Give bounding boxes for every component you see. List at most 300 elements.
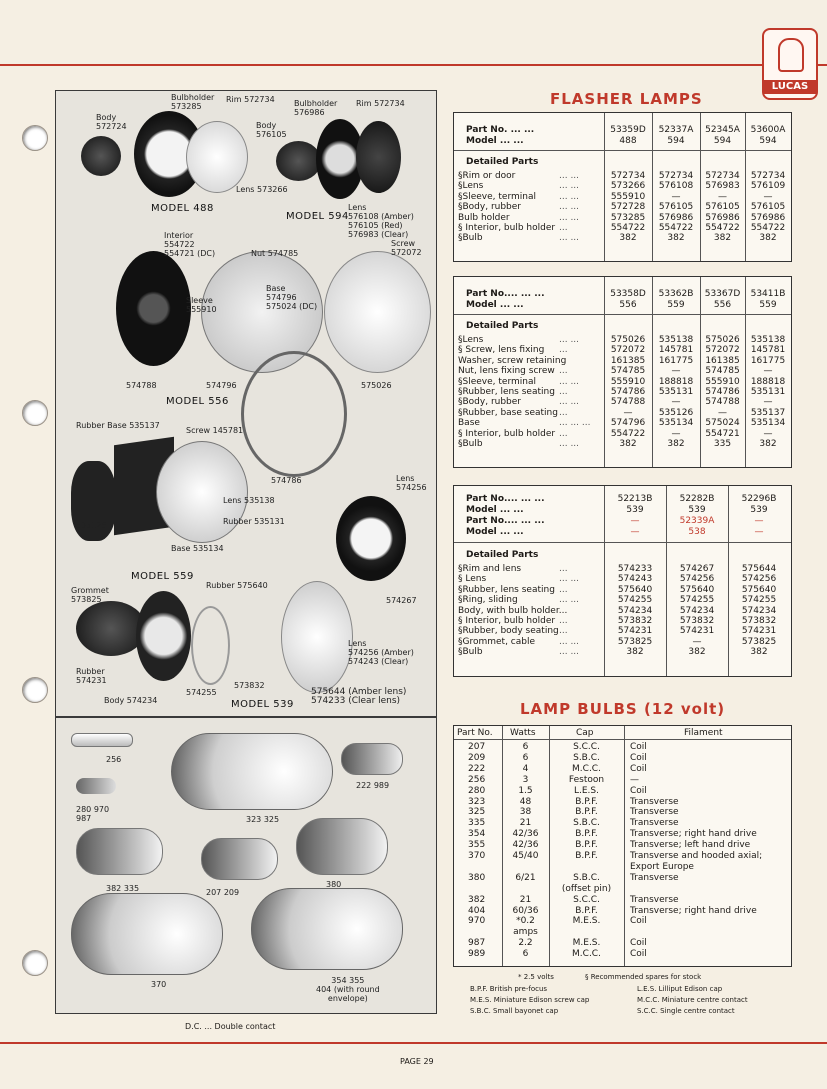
bulb-380 xyxy=(296,818,388,875)
bulb-part-no: 354 xyxy=(468,829,486,840)
part-value-cell: 574234 xyxy=(617,605,653,616)
detailed-parts-heading: Detailed Parts xyxy=(466,550,539,560)
part-value-cell: 161385 xyxy=(610,355,646,366)
part-value-cell: 572734 xyxy=(658,171,694,181)
bulb-watts: 42/36 xyxy=(512,829,539,840)
lucas-logo xyxy=(762,28,818,100)
header-cell: 539 xyxy=(626,505,644,515)
label-model xyxy=(466,300,524,310)
part-value-cell: 535126 xyxy=(658,407,694,418)
part-value-cell: 574785 xyxy=(705,366,740,377)
part-value-cell: 574243 xyxy=(617,574,653,585)
bulb-filament: Export Europe xyxy=(630,861,694,872)
header-cell: 52339A xyxy=(679,516,715,526)
part-value-cell: 572734 xyxy=(705,171,740,181)
bulb-watts: 6/21 xyxy=(515,872,536,883)
part-value-cell: 535131 xyxy=(750,387,786,397)
bulb-part-no: 335 xyxy=(468,818,486,829)
bulb-watts: 4 xyxy=(522,763,529,774)
part-value-cell: 382 xyxy=(667,233,685,244)
detail-dots: ... ... ... xyxy=(559,418,591,429)
label-part-no xyxy=(466,125,534,135)
bulb-label: 323 325 xyxy=(246,815,280,824)
bulb-label: 222 989 xyxy=(356,781,390,790)
label-dots: ... ... xyxy=(499,136,524,146)
part-number-cell: 52345A xyxy=(705,125,740,135)
header-cell: — xyxy=(630,516,640,526)
bulb-watts: 38 xyxy=(519,807,532,818)
part-number-cell: 53600A xyxy=(750,125,786,135)
part-value-cell: 145781 xyxy=(750,345,786,356)
part-value-cell: 572734 xyxy=(610,171,646,181)
caption: 574267 xyxy=(386,596,417,605)
label-text: Model xyxy=(466,300,497,310)
caption: Nut 574785 xyxy=(251,249,299,258)
part-value-cell: 554722 xyxy=(658,223,694,233)
part-value-cell: 575644 xyxy=(741,564,777,574)
caption: Lens 574256 (Amber) 574243 (Clear) xyxy=(348,639,414,666)
detail-label: §Body, rubber xyxy=(458,202,522,213)
part-value-cell: 573832 xyxy=(741,616,777,626)
bulb-cap: B.P.F. xyxy=(575,807,598,818)
binder-hole xyxy=(22,677,48,703)
bulb-cap: M.C.C. xyxy=(572,763,601,774)
lamp-594-lens xyxy=(356,121,401,193)
detail-dots: ... ... xyxy=(559,595,580,606)
table-divider xyxy=(454,150,791,151)
part-value-cell: 574231 xyxy=(741,626,777,637)
part-value-cell: 535131 xyxy=(658,387,694,397)
detail-dots: ... ... xyxy=(559,376,580,387)
bulb-cap: B.P.F. xyxy=(575,796,598,807)
part-value-cell: 572728 xyxy=(610,202,646,213)
model-cell: 559 xyxy=(759,300,777,310)
col-header-watts: Watts xyxy=(510,728,536,738)
bulb-354 xyxy=(251,888,403,970)
lamp-539-unit xyxy=(336,496,406,581)
part-value-cell: 574786 xyxy=(610,387,646,397)
part-value-cell: 554722 xyxy=(610,428,646,439)
detail-dots: ... xyxy=(559,345,568,356)
part-value-cell: 574785 xyxy=(610,366,646,377)
bottom-rule xyxy=(0,1042,827,1044)
part-value-cell: 575640 xyxy=(617,584,653,595)
bulb-part-no: 370 xyxy=(468,851,486,861)
part-value-cell: 574231 xyxy=(679,626,715,637)
lamp-559-lens xyxy=(156,441,248,543)
detail-dots: ... xyxy=(559,407,568,418)
bulb-filament: Transverse; left hand drive xyxy=(630,840,751,851)
detail-dots: ... ... xyxy=(559,636,580,647)
bulb-part-no: 256 xyxy=(468,774,486,785)
label-dots: ... ... xyxy=(510,125,535,135)
detail-label: Base xyxy=(458,418,480,429)
part-value-cell: 576986 xyxy=(658,212,694,223)
part-number-cell: 53358D xyxy=(610,289,646,299)
bulb-cap: S.B.C. xyxy=(573,818,600,829)
bulb-cap: (offset pin) xyxy=(561,883,612,894)
detail-label: § Screw, lens fixing xyxy=(458,345,545,356)
bulb-watts: 2.2 xyxy=(518,938,533,949)
bulb-part-no: 970 xyxy=(468,916,486,927)
header-cell: 539 xyxy=(688,505,706,515)
model-cell: 488 xyxy=(619,136,637,146)
caption: Grommet 573825 xyxy=(71,586,109,604)
model-539-label: MODEL 539 xyxy=(231,699,294,710)
bulb-222 xyxy=(341,743,403,775)
part-value-cell: 382 xyxy=(759,233,777,244)
lamp-556-ring xyxy=(241,351,347,477)
detail-dots: ... ... xyxy=(559,439,580,449)
detail-dots: ... ... xyxy=(559,202,580,213)
detail-dots: ... xyxy=(559,626,568,637)
model-cell: 556 xyxy=(713,300,732,310)
caption: Base 535134 xyxy=(171,544,224,553)
flasher-lamps-title: FLASHER LAMPS xyxy=(550,90,703,108)
part-value-cell: 382 xyxy=(759,439,777,449)
bulb-label: 382 335 xyxy=(106,884,140,893)
col-header-cap: Cap xyxy=(576,728,594,738)
bulb-cap: Festoon xyxy=(568,774,605,785)
detail-dots: ... ... xyxy=(559,647,580,658)
bulb-watts: amps xyxy=(513,927,538,938)
model-594-label: MODEL 594 xyxy=(286,211,349,222)
part-value-cell: 382 xyxy=(667,439,685,449)
legend-item: L.E.S. Lilliput Edison cap xyxy=(637,985,723,993)
detail-dots: ... ... xyxy=(559,574,580,585)
part-value-cell: 574256 xyxy=(679,574,715,585)
model-cell: 559 xyxy=(667,300,685,310)
bulb-watts: 21 xyxy=(519,894,532,905)
bulb-cap: B.P.F. xyxy=(575,840,598,851)
detail-label: §Lens xyxy=(458,181,484,192)
parts-table-3 xyxy=(453,485,792,677)
part-value-cell: 574234 xyxy=(679,605,715,616)
part-value-cell: 535134 xyxy=(750,418,786,429)
label-text: Part No. xyxy=(466,125,508,135)
part-value-cell: — xyxy=(671,428,681,439)
detail-dots: ... ... xyxy=(559,171,580,181)
part-value-cell: — xyxy=(692,636,702,647)
bulb-part-no: 209 xyxy=(468,752,486,763)
detail-label: § Lens xyxy=(458,574,487,585)
detail-dots: ... xyxy=(559,223,568,233)
legend-item: B.P.F. British pre-focus xyxy=(470,985,548,993)
header-cell: 52282B xyxy=(679,494,715,504)
bulb-watts: 6 xyxy=(522,949,529,960)
part-number-cell: 53362B xyxy=(658,289,694,299)
bulbs-photo xyxy=(55,717,437,1014)
legend-item: S.C.C. Single centre contact xyxy=(637,1007,735,1015)
caption: Lens 574256 xyxy=(396,474,427,492)
legend-item: S.B.C. Small bayonet cap xyxy=(470,1007,559,1015)
part-value-cell: 574234 xyxy=(741,605,777,616)
lamp-556-rubber xyxy=(116,251,191,366)
label-dots: ... ... xyxy=(520,516,545,526)
part-value-cell: 576105 xyxy=(750,202,786,213)
detailed-parts-heading: Detailed Parts xyxy=(466,157,539,167)
part-value-cell: 575026 xyxy=(705,335,740,345)
bulb-watts: 60/36 xyxy=(512,905,539,916)
part-value-cell: 382 xyxy=(750,647,768,658)
detail-label: §Lens xyxy=(458,335,484,345)
lamp-488-body xyxy=(81,136,121,176)
header-cell: — xyxy=(630,527,640,537)
bulb-207 xyxy=(201,838,278,880)
label-dots: ... ... xyxy=(499,505,524,515)
part-value-cell: 535137 xyxy=(750,407,786,418)
detail-label: § Interior, bulb holder xyxy=(458,223,556,233)
caption: Rubber 574231 xyxy=(76,667,107,685)
part-value-cell: 575024 xyxy=(705,418,740,429)
dc-note: D.C. ... Double contact xyxy=(185,1022,276,1031)
detail-dots: ... xyxy=(559,428,568,439)
detailed-parts-heading: Detailed Parts xyxy=(466,321,539,331)
header-cell: 52213B xyxy=(617,494,653,504)
part-value-cell: 382 xyxy=(713,233,732,244)
caption: 574788 xyxy=(126,381,157,390)
part-value-cell: 576986 xyxy=(705,212,740,223)
col-header-part-no: Part No. xyxy=(457,728,493,738)
bulb-cap: S.B.C. xyxy=(573,752,600,763)
part-value-cell: 188818 xyxy=(750,376,786,387)
label-text: Part No.... xyxy=(466,516,518,526)
parts-table-2 xyxy=(453,276,792,468)
part-value-cell: — xyxy=(718,191,727,202)
label-dots: ... ... xyxy=(499,527,524,537)
label-text: Model xyxy=(466,505,497,515)
lamp-539-sliding-ring xyxy=(191,606,230,685)
label-model xyxy=(466,136,524,146)
bulb-cap: B.P.F. xyxy=(575,905,598,916)
festoon-bulb xyxy=(71,733,133,747)
bulb-filament: Transverse and hooded axial; xyxy=(630,851,763,861)
detail-label: Body, with bulb holder... xyxy=(458,605,568,616)
part-value-cell: 161385 xyxy=(705,355,740,366)
bulb-filament: Coil xyxy=(630,763,647,774)
bulb-part-no: 382 xyxy=(468,894,486,905)
bulb-280 xyxy=(76,778,116,794)
bulb-cap: M.C.C. xyxy=(572,949,601,960)
bulb-watts: 1.5 xyxy=(518,785,533,796)
part-value-cell: 574786 xyxy=(705,387,740,397)
bulb-filament: Coil xyxy=(630,949,647,960)
bulb-watts: 42/36 xyxy=(512,840,539,851)
caption: Body 572724 xyxy=(96,113,127,131)
lamp-bulbs-title: LAMP BULBS (12 volt) xyxy=(520,700,726,718)
label-text: Model xyxy=(466,136,497,146)
bulb-watts: 21 xyxy=(519,818,532,829)
caption: Lens 573266 xyxy=(236,185,288,194)
top-rule xyxy=(0,64,827,66)
label-text: Part No.... xyxy=(466,289,518,299)
caption: 573832 xyxy=(234,681,265,690)
part-value-cell: 574255 xyxy=(679,595,715,606)
caption: 574255 xyxy=(186,688,217,697)
caption: Lens 535138 xyxy=(223,496,275,505)
bulb-cap: B.P.F. xyxy=(575,829,598,840)
bulb-cap: M.E.S. xyxy=(572,938,601,949)
bulb-part-no: 207 xyxy=(468,742,486,752)
bulb-watts: *0.2 xyxy=(516,916,535,927)
part-value-cell: 575026 xyxy=(610,335,646,345)
lamp-539-rubber xyxy=(136,591,191,681)
bulb-label: 370 xyxy=(151,980,167,989)
detail-label: §Bulb xyxy=(458,647,483,658)
part-value-cell: 535138 xyxy=(750,335,786,345)
flasher-lamps-photo xyxy=(55,90,437,717)
caption: Screw 145781 xyxy=(186,426,244,435)
detail-label: §Rim or door xyxy=(458,171,516,181)
part-value-cell: 574788 xyxy=(610,397,646,408)
caption: Sleeve 555910 xyxy=(186,296,217,314)
model-cell: 556 xyxy=(619,300,637,310)
detail-dots: ... ... xyxy=(559,397,580,408)
header-cell: 538 xyxy=(688,527,706,537)
detail-label: Nut, lens fixing screw xyxy=(458,366,555,377)
part-number-cell: 52337A xyxy=(658,125,694,135)
caption: Interior 554722 554721 (DC) xyxy=(164,231,216,258)
part-number-cell: 53359D xyxy=(610,125,646,135)
header-cell: 539 xyxy=(750,505,768,515)
part-value-cell: 535138 xyxy=(658,335,694,345)
caption: Lens 576108 (Amber) 576105 (Red) 576983 (Clear) xyxy=(348,203,414,239)
label-text: Part No.... xyxy=(466,494,518,504)
part-value-cell: 573825 xyxy=(617,636,653,647)
model-556-label: MODEL 556 xyxy=(166,396,229,407)
parts-table-1 xyxy=(453,112,792,262)
caption: 575644 (Amber lens) 574233 (Clear lens) xyxy=(311,687,407,706)
legend-note-spares: § Recommended spares for stock xyxy=(585,973,702,981)
bulb-382 xyxy=(76,828,163,875)
bulb-part-no: 222 xyxy=(468,763,486,774)
bulb-part-no: 987 xyxy=(468,938,486,949)
bulb-filament: Transverse xyxy=(630,796,679,807)
part-value-cell: — xyxy=(763,191,773,202)
binder-hole xyxy=(22,950,48,976)
part-value-cell: 572072 xyxy=(610,345,646,356)
part-value-cell: 554722 xyxy=(610,223,646,233)
detail-dots: ... ... xyxy=(559,191,580,202)
part-value-cell: 576105 xyxy=(658,202,694,213)
header-cell: — xyxy=(754,516,764,526)
part-value-cell: 573285 xyxy=(610,212,646,223)
bulb-cap: S.B.C. xyxy=(573,872,600,883)
part-value-cell: 188818 xyxy=(658,376,694,387)
detail-label: §Bulb xyxy=(458,439,483,449)
bulb-label: 354 355 404 (with round envelope) xyxy=(316,976,380,1003)
caption: Rubber 575640 xyxy=(206,581,268,590)
part-value-cell: — xyxy=(671,191,681,202)
part-value-cell: — xyxy=(763,397,773,408)
bulb-part-no: 280 xyxy=(468,785,486,796)
part-value-cell: 554721 xyxy=(705,428,740,439)
part-value-cell: 335 xyxy=(713,439,732,449)
part-value-cell: 575640 xyxy=(741,584,777,595)
caption: Rubber Base 535137 xyxy=(76,421,160,430)
crest-icon xyxy=(778,38,804,72)
detail-dots: ... xyxy=(559,584,568,595)
part-value-cell: 382 xyxy=(688,647,706,658)
bulb-323 xyxy=(171,733,333,810)
legend-note-volts: * 2.5 volts xyxy=(518,973,554,981)
lamp-594-body xyxy=(276,141,321,181)
part-value-cell: 574796 xyxy=(610,418,646,429)
label-text: Model xyxy=(466,527,497,537)
detail-label: §Ring, sliding xyxy=(458,595,518,606)
detail-dots: ... ... xyxy=(559,181,580,192)
detail-label: §Rim and lens xyxy=(458,564,522,574)
part-value-cell: 161775 xyxy=(750,355,786,366)
detail-label: §Rubber, base seating xyxy=(458,407,558,418)
part-value-cell: 382 xyxy=(619,439,637,449)
detail-label: §Bulb xyxy=(458,233,483,244)
header-cell: — xyxy=(754,527,764,537)
detail-label: §Grommet, cable xyxy=(458,636,536,647)
part-value-cell: 576105 xyxy=(705,202,740,213)
detail-label: §Rubber, lens seating xyxy=(458,387,555,397)
bulb-cap: S.C.C. xyxy=(573,742,600,752)
detail-dots: ... xyxy=(559,387,568,397)
detail-label: § Interior, bulb holder xyxy=(458,428,556,439)
part-value-cell: — xyxy=(671,397,681,408)
part-value-cell: 555910 xyxy=(705,376,740,387)
part-number-cell: 53367D xyxy=(704,289,741,299)
part-value-cell: 382 xyxy=(619,233,637,244)
part-value-cell: 555910 xyxy=(610,191,646,202)
part-value-cell: 555910 xyxy=(610,376,646,387)
bulb-cap: S.C.C. xyxy=(573,894,600,905)
bulb-filament: Coil xyxy=(630,742,647,752)
part-value-cell: — xyxy=(718,407,727,418)
caption: Body 574234 xyxy=(104,696,158,705)
bulb-filament: Transverse; right hand drive xyxy=(630,829,757,840)
part-value-cell: 382 xyxy=(626,647,644,658)
part-value-cell: 572734 xyxy=(750,171,786,181)
binder-hole xyxy=(22,125,48,151)
bulb-filament: Coil xyxy=(630,916,647,927)
part-value-cell: 574788 xyxy=(705,397,740,408)
caption: Screw 572072 xyxy=(391,239,422,257)
part-value-cell: 573825 xyxy=(741,636,777,647)
part-value-cell: — xyxy=(623,407,633,418)
detail-label: §Body, rubber xyxy=(458,397,522,408)
bulb-part-no: 989 xyxy=(468,949,486,960)
detail-dots: ... ... xyxy=(559,212,580,223)
part-value-cell: — xyxy=(671,366,681,377)
detail-label: §Sleeve, terminal xyxy=(458,191,536,202)
lamp-488-lens xyxy=(186,121,248,193)
detail-dots: ... xyxy=(559,564,568,574)
head-label xyxy=(466,505,524,515)
bulb-filament: Transverse xyxy=(630,872,679,883)
bulb-watts: 3 xyxy=(522,774,529,785)
bulb-filament: Coil xyxy=(630,785,647,796)
bulb-watts: 48 xyxy=(519,796,532,807)
bulb-filament: Coil xyxy=(630,938,647,949)
part-value-cell: 573832 xyxy=(617,616,653,626)
part-value-cell: 535134 xyxy=(658,418,694,429)
head-label xyxy=(466,527,524,537)
detail-label: §Rubber, body seating xyxy=(458,626,559,637)
table-divider xyxy=(454,314,791,315)
bulb-filament: Transverse xyxy=(630,818,679,829)
caption: Bulbholder 576986 xyxy=(294,99,338,117)
detail-label: §Rubber, lens seating xyxy=(458,584,555,595)
model-cell: 594 xyxy=(713,136,732,146)
label-dots: ... ... xyxy=(520,494,545,504)
bulb-part-no: 380 xyxy=(468,872,486,883)
